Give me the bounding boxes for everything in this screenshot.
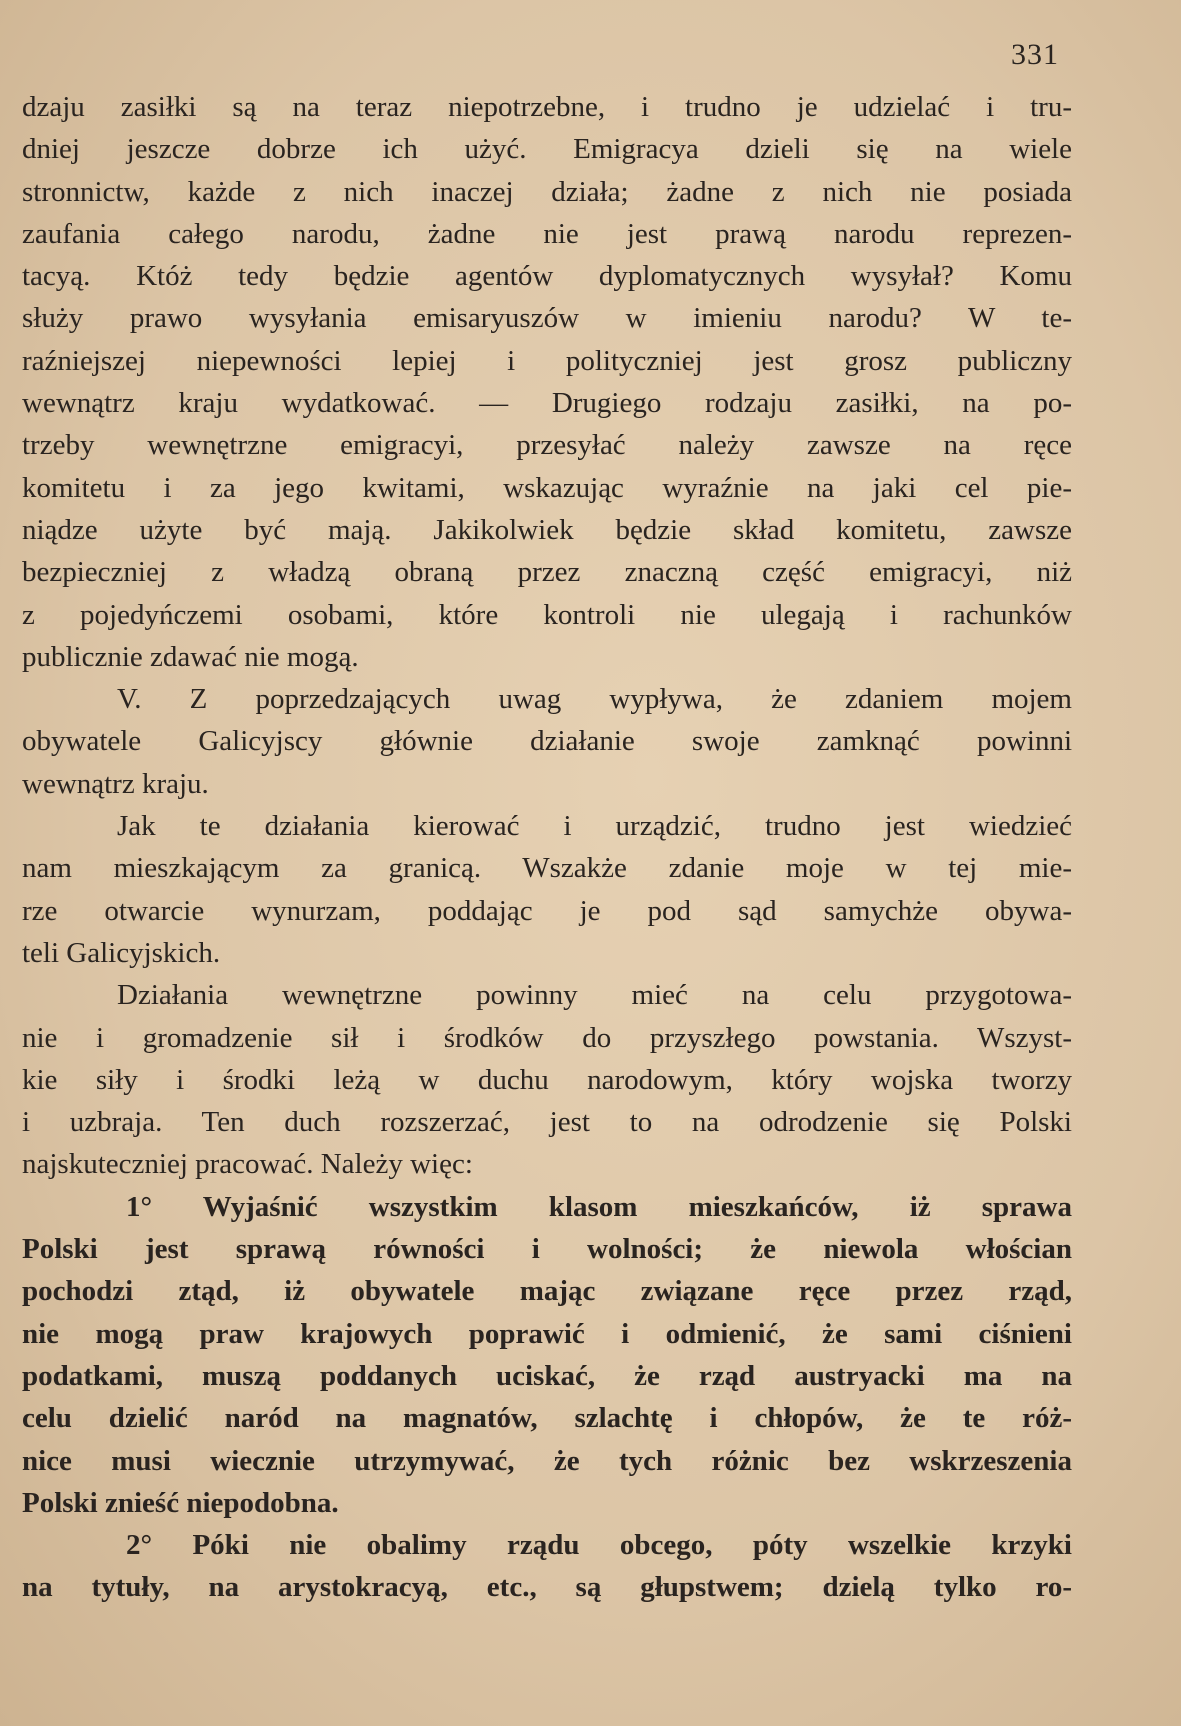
text-line: niądze użyte być mają. Jakikolwiek będzie skład komitetu, zawsze: [22, 513, 1072, 546]
text-line: służy prawo wysyłania emisaryuszów w imieniu narodu? W te-: [22, 302, 1072, 335]
text-line: bezpieczniej z władzą obraną przez znaczną część emigracyi, niż: [22, 556, 1072, 589]
text-line: stronnictw, każde z nich inaczej działa; żadne z nich nie posiada: [22, 175, 1072, 208]
text-line: wewnątrz kraju.: [22, 767, 209, 800]
text-line: teli Galicyjskich.: [22, 936, 221, 969]
text-line: raźniejszej niepewności lepiej i polityczniej jest grosz publiczny: [22, 344, 1072, 377]
text-line: trzeby wewnętrzne emigracyi, przesyłać należy zawsze na ręce: [22, 429, 1072, 462]
page-number: 331: [1011, 38, 1059, 71]
text-line: V. Z poprzedzających uwag wypływa, że zdaniem mojem: [117, 683, 1072, 716]
text-line: kie siły i środki leżą w duchu narodowym, który wojska tworzy: [22, 1063, 1072, 1096]
text-line: podatkami, muszą poddanych uciskać, że rząd austryacki ma na: [22, 1359, 1072, 1392]
text-line: Polski znieść niepodobna.: [22, 1486, 339, 1519]
text-line: Jak te działania kierować i urządzić, trudno jest wiedzieć: [117, 810, 1072, 843]
text-line: dzaju zasiłki są na teraz niepotrzebne, i trudno je udzielać i tru-: [22, 91, 1072, 123]
text-line: na tytuły, na arystokracyą, etc., są głupstwem; dzielą tylko ro-: [22, 1571, 1072, 1604]
text-line: nice musi wiecznie utrzymywać, że tych różnic bez wskrzeszenia: [22, 1444, 1072, 1477]
text-line: obywatele Galicyjscy głównie działanie swoje zamknąć powinni: [22, 725, 1072, 758]
text-line: i uzbraja. Ten duch rozszerzać, jest to na odrodzenie się Polski: [22, 1106, 1072, 1139]
text-line: dniej jeszcze dobrze ich użyć. Emigracya dzieli się na wiele: [22, 133, 1072, 166]
text-line: publicznie zdawać nie mogą.: [22, 640, 359, 673]
text-line: 2° Póki nie obalimy rządu obcego, póty wszelkie krzyki: [126, 1529, 1072, 1562]
text-line: z pojedyńczemi osobami, które kontroli nie ulegają i rachunków: [22, 598, 1072, 631]
text-line: zaufania całego narodu, żadne nie jest prawą narodu reprezen-: [22, 217, 1072, 250]
text-line: wewnątrz kraju wydatkować. — Drugiego rodzaju zasiłki, na po-: [22, 387, 1072, 420]
text-line: Działania wewnętrzne powinny mieć na celu przygotowa-: [117, 979, 1072, 1012]
text-line: nam mieszkającym za granicą. Wszakże zdanie moje w tej mie-: [22, 852, 1072, 885]
text-line: nie mogą praw krajowych poprawić i odmienić, że sami ciśnieni: [22, 1317, 1072, 1350]
text-line: 1° Wyjaśnić wszystkim klasom mieszkańców, iż sprawa: [126, 1190, 1072, 1223]
text-line: pochodzi ztąd, iż obywatele mając związane ręce przez rząd,: [22, 1275, 1072, 1308]
text-line: najskuteczniej pracować. Należy więc:: [22, 1148, 473, 1181]
body-text: [22, 86, 1072, 1609]
text-line: celu dzielić naród na magnatów, szlachtę i chłopów, że te róż-: [22, 1402, 1072, 1435]
text-line: rze otwarcie wynurzam, poddając je pod sąd samychże obywa-: [22, 894, 1072, 927]
text-line: Polski jest sprawą równości i wolności; że niewola włościan: [22, 1233, 1072, 1266]
text-line: komitetu i za jego kwitami, wskazując wyraźnie na jaki cel pie-: [22, 471, 1072, 504]
text-line: tacyą. Któż tedy będzie agentów dyplomatycznych wysyłał? Komu: [22, 260, 1072, 293]
text-line: nie i gromadzenie sił i środków do przyszłego powstania. Wszyst-: [22, 1021, 1072, 1054]
